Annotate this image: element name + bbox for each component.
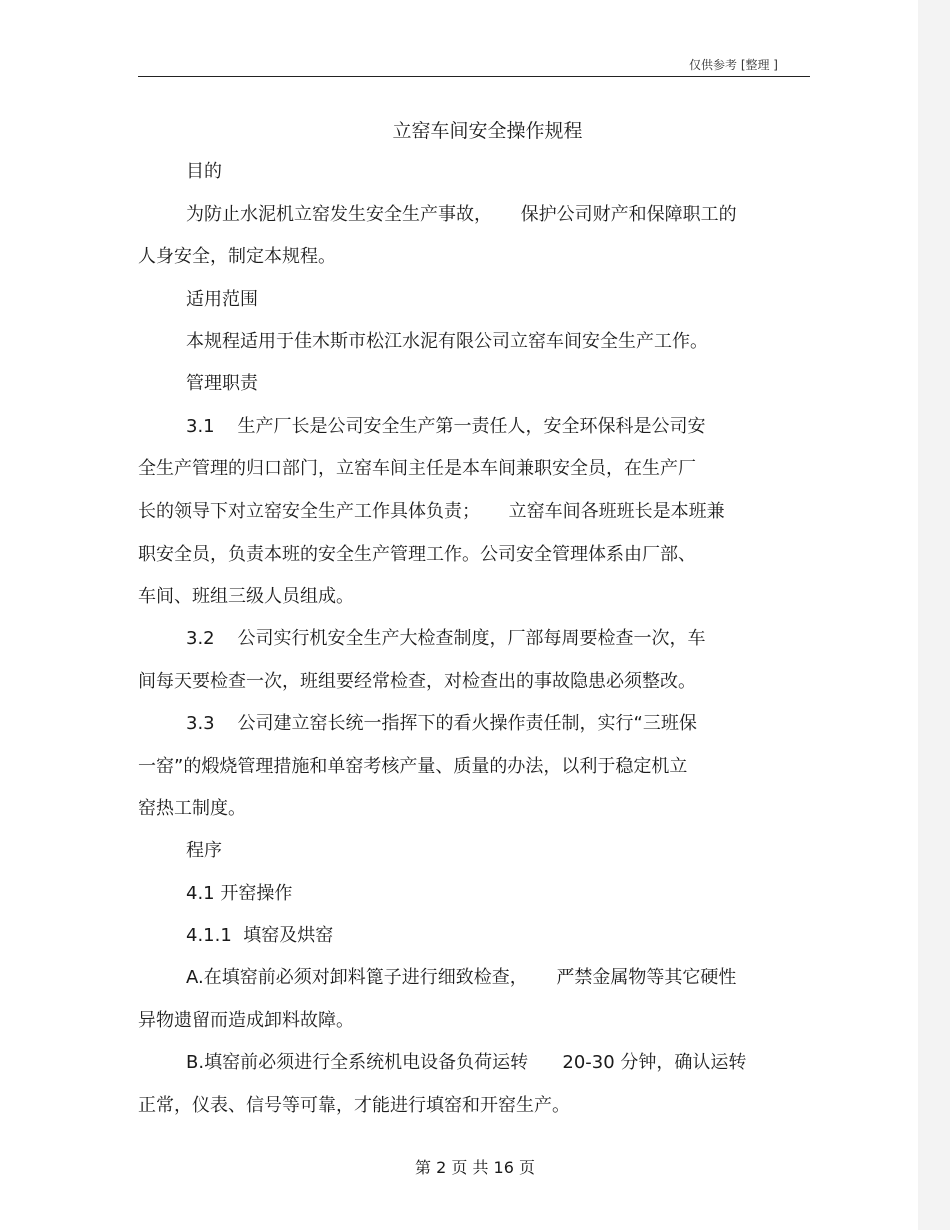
paragraph-line: 间每天要检查一次，班组要经常检查，对检查出的事故隐患必须整改。 [138,671,696,692]
header-rule [138,76,810,77]
section-heading-purpose: 目的 [186,161,222,182]
paragraph-line: B.填窑前必须进行全系统机电设备负荷运转 20-30 分钟，确认运转 [186,1052,747,1073]
paragraph-line: 车间、班组三级人员组成。 [138,586,354,607]
paragraph-line: 异物遗留而造成卸料故障。 [138,1010,354,1031]
paragraph-line: 全生产管理的归口部门，立窑车间主任是本车间兼职安全员，在生产厂 [138,458,696,479]
paragraph-line: 长的领导下对立窑安全生产工作具体负责； 立窑车间各班班长是本班兼 [138,501,725,522]
header-note: 仅供参考 [整理 ] [689,58,778,72]
paragraph-line: 本规程适用于佳木斯市松江水泥有限公司立窑车间安全生产工作。 [186,331,708,352]
paragraph-line: 职安全员，负责本班的安全生产管理工作。公司安全管理体系由厂部、 [138,544,696,565]
paragraph-line: 一窑”的煅烧管理措施和单窑考核产量、质量的办法，以利于稳定机立 [138,756,688,777]
document-title: 立窑车间安全操作规程 [392,120,583,142]
subsection-heading: 4.1.1 填窑及烘窑 [186,925,334,946]
paragraph-line: A.在填窑前必须对卸料篦子进行细致检查， 严禁金属物等其它硬性 [186,967,737,988]
section-heading-scope: 适用范围 [186,289,258,310]
paragraph-line: 人身安全，制定本规程。 [138,246,336,267]
paragraph-line: 3.3 公司建立窑长统一指挥下的看火操作责任制，实行“三班保 [186,713,697,734]
page-edge [918,0,950,1230]
section-heading-procedure: 程序 [186,840,222,861]
page-footer: 第 2 页 共 16 页 [415,1158,535,1177]
paragraph-line: 为防止水泥机立窑发生安全生产事故， 保护公司财产和保障职工的 [186,204,737,225]
section-heading-duties: 管理职责 [186,373,258,394]
paragraph-line: 3.1 生产厂长是公司安全生产第一责任人，安全环保科是公司安 [186,416,706,437]
paragraph-line: 3.2 公司实行机安全生产大检查制度，厂部每周要检查一次，车 [186,628,706,649]
paragraph-line: 正常，仪表、信号等可靠，才能进行填窑和开窑生产。 [138,1095,570,1116]
paragraph-line: 窑热工制度。 [138,798,246,819]
subsection-heading: 4.1 开窑操作 [186,883,293,904]
